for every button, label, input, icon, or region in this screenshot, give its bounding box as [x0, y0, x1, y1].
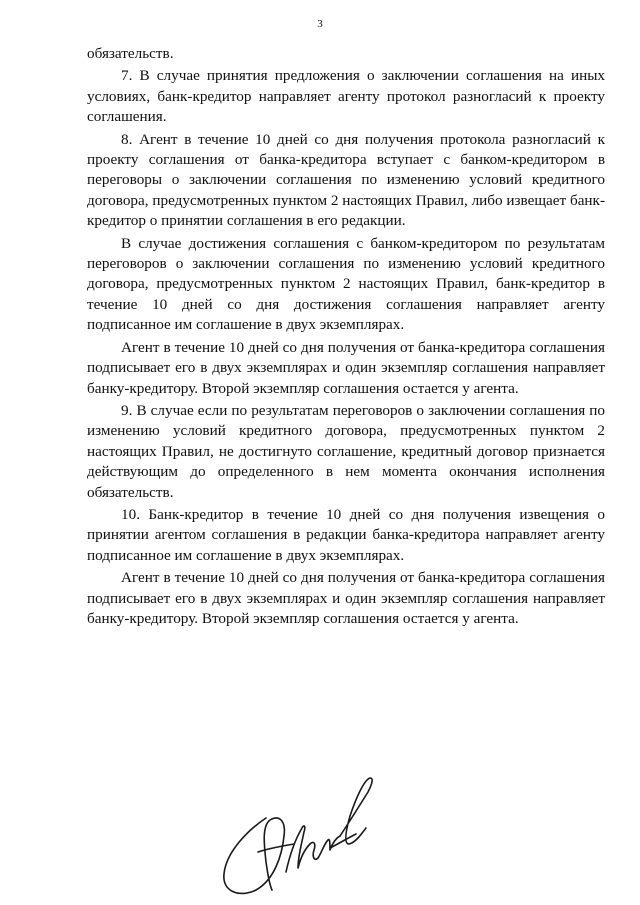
handwritten-signature: [218, 752, 378, 902]
paragraph-item-10: 10. Банк-кредитор в течение 10 дней со дня получения извещения о принятии агентом соглашения в редакции банка-кредитора направляет агенту подписанное им соглашение в двух экземплярах.: [87, 505, 605, 564]
signature-crossbar-stroke: [258, 844, 294, 852]
signature-loop-stroke: [224, 818, 285, 893]
paragraph-continuation: обязательств.: [87, 45, 174, 62]
signature-letters-stroke: [286, 826, 340, 872]
page-number: 3: [317, 18, 323, 30]
document-body: [87, 44, 605, 631]
paragraph-item-8: 8. Агент в течение 10 дней со дня получения протокола разногласий к проекту соглашения от банка-кредитора вступает с банком-кредитором в переговоры о заключении соглашения по изменению условий кредитного договора, предусмотренных пунктом 2 настоящих Правил, либо извещает банк-кредитор о принятии соглашения в его редакции.: [87, 130, 605, 230]
paragraph-item-8-agreement: В случае достижения соглашения с банком-кредитором по результатам переговоров о заключении соглашения по изменению условий кредитного договора, предусмотренных пунктом 2 настоящих Правил, банк-кредитор в течение 10 дней со дня достижения соглашения направляет агенту подписанное им соглашение в двух экземплярах.: [87, 234, 605, 334]
paragraph-item-8-agent-signs: Агент в течение 10 дней со дня получения от банка-кредитора соглашения подписывает его в двух экземплярах и один экземпляр соглашения направляет банку-кредитору. Второй экземпляр соглашения остается у агента.: [87, 338, 605, 397]
paragraph-item-10-agent-signs: Агент в течение 10 дней со дня получения от банка-кредитора соглашения подписывает его в двух экземплярах и один экземпляр соглашения направляет банку-кредитору. Второй экземпляр соглашения остается у агента.: [87, 569, 605, 627]
paragraph-item-9: 9. В случае если по результатам переговоров о заключении соглашения по изменению условий кредитного договора, предусмотренных пунктом 2 настоящих Правил, не достигнуто соглашение, кредитный договор признается действующим до определенного в нем момента окончания исполнения обязательств.: [87, 401, 605, 501]
paragraph-item-7: 7. В случае принятия предложения о заключении соглашения на иных условиях, банк-кредитор направляет агенту протокол разногласий к проекту соглашения.: [87, 67, 605, 126]
